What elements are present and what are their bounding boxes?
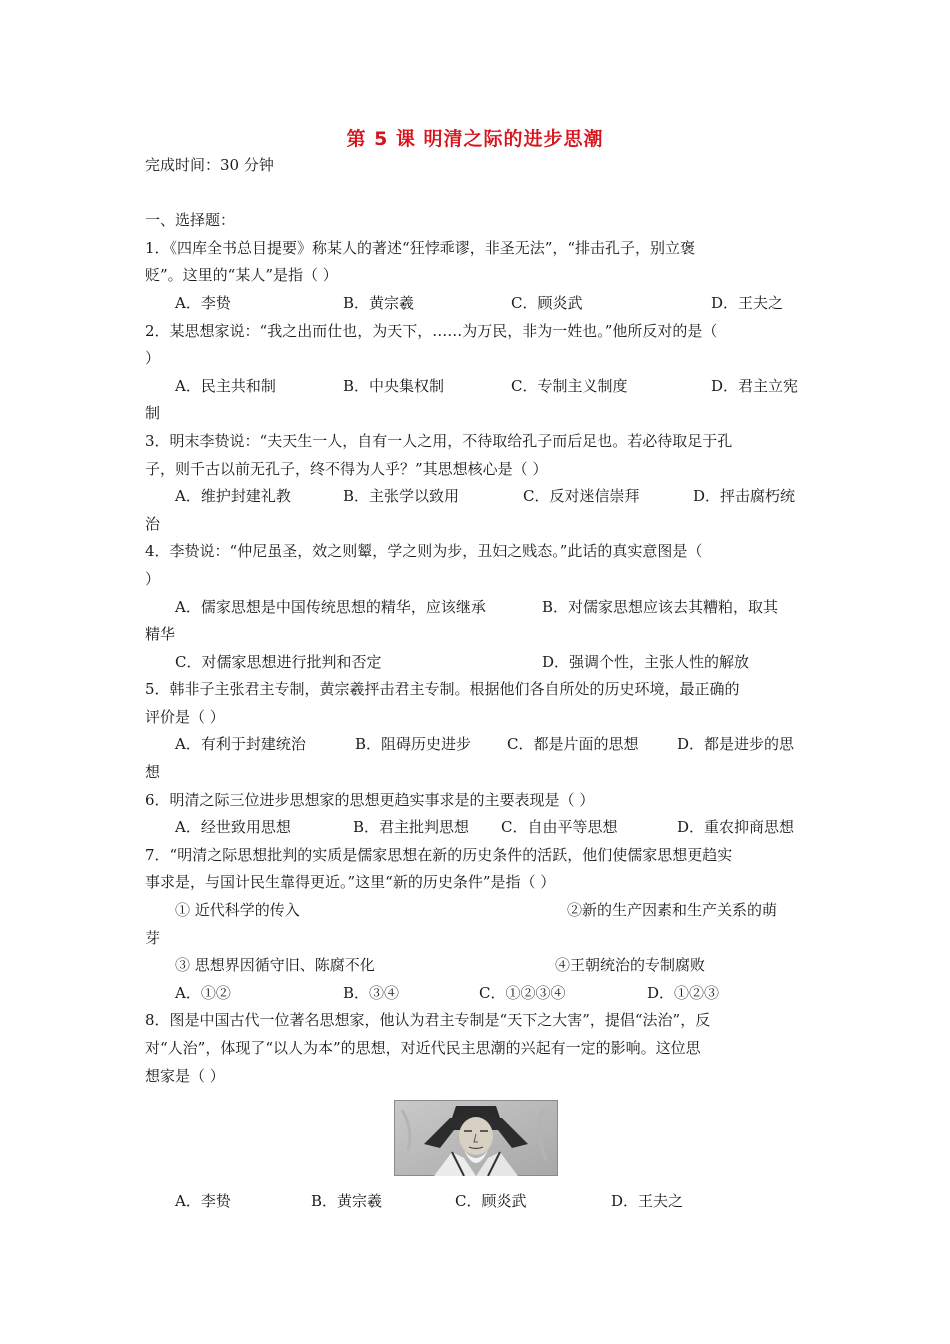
- question-1-options: [145, 290, 807, 318]
- question-3-line-1: 3．明末李贽说：“夫天生一人，自有一人之用，不待取给孔子而后足也。若必待取足于孔: [145, 431, 733, 450]
- question-7-item-continuation: 芽: [145, 928, 161, 947]
- option-b: B．对儒家思想应该去其糟粕，取其: [542, 597, 779, 616]
- option-a: A．①②: [175, 983, 231, 1002]
- option-d: D．重农抑商思想: [677, 818, 795, 837]
- option-d: D．①②③: [647, 983, 720, 1002]
- question-3-option-continuation: 治: [145, 514, 161, 533]
- item-2: ②新的生产因素和生产关系的萌: [567, 901, 778, 920]
- question-7-line-2: 事求是，与国计民生靠得更近。”这里“新的历史条件”是指（ ）: [145, 873, 556, 892]
- option-a: A．儒家思想是中国传统思想的精华，应该继承: [175, 597, 486, 616]
- question-4-options-cd: [145, 649, 807, 677]
- page-title: 第 5 课 明清之际的进步思潮: [346, 128, 604, 150]
- option-b: B．阻碍历史进步: [355, 735, 472, 754]
- option-a: A．民主共和制: [175, 376, 276, 395]
- option-a: A．李贽: [175, 1192, 231, 1211]
- question-7-options: [145, 980, 807, 1008]
- option-c: C．对儒家思想进行批判和否定: [175, 652, 382, 671]
- question-8-line-2: 对“人治”，体现了“以人为本”的思想，对近代民主思潮的兴起有一定的影响。这位思: [145, 1039, 701, 1057]
- question-6-line-1: 6．明清之际三位进步思想家的思想更趋实事求是的主要表现是（ ）: [145, 790, 595, 809]
- item-3: ③ 思想界因循守旧、陈腐不化: [175, 956, 375, 975]
- question-5-options: [145, 731, 807, 759]
- option-a: A．有利于封建统治: [175, 735, 306, 754]
- scholar-portrait-icon: [394, 1100, 558, 1176]
- section-heading: 一、选择题：: [145, 211, 236, 230]
- option-a: A．经世致用思想: [175, 818, 291, 837]
- option-b: B．中央集权制: [343, 376, 445, 395]
- question-2-line-2: ）: [145, 349, 161, 368]
- item-1: ① 近代科学的传入: [175, 901, 300, 920]
- question-3-line-2: 子，则千古以前无孔子，终不得为人乎？”其思想核心是（ ）: [145, 459, 548, 478]
- option-b: B．③④: [343, 983, 400, 1002]
- option-c: C．都是片面的思想: [507, 735, 639, 754]
- question-8-line-1: 8．图是中国古代一位著名思想家，他认为君主专制是“天下之大害”，提倡“法治”，反: [145, 1011, 711, 1030]
- question-7-items-34: [145, 952, 807, 980]
- question-1-line-2: 贬”。这里的“某人”是指（ ）: [145, 266, 338, 285]
- option-b: B．黄宗羲: [311, 1192, 383, 1211]
- option-a: A．维护封建礼教: [175, 487, 291, 506]
- option-b: B．主张学以致用: [343, 487, 460, 506]
- question-6-options: [145, 814, 807, 842]
- question-2-option-continuation: 制: [145, 404, 161, 423]
- option-c: C．专制主义制度: [511, 376, 628, 395]
- option-a: A．李贽: [175, 293, 231, 312]
- option-c: C．自由平等思想: [501, 818, 618, 837]
- option-d: D．王夫之: [711, 293, 784, 312]
- portrait-container: [145, 1090, 807, 1188]
- question-5-line-2: 评价是（ ）: [145, 707, 225, 726]
- option-b: B．黄宗羲: [343, 293, 415, 312]
- question-2-line-1: 2．某思想家说：“我之出而仕也，为天下，……为万民，非为一姓也。”他所反对的是（: [145, 321, 718, 340]
- option-d: D．强调个性，主张人性的解放: [542, 652, 750, 671]
- time-label: 完成时间：30 分钟: [145, 156, 274, 174]
- question-4-options-ab: [145, 594, 807, 622]
- question-8-options: [145, 1188, 807, 1216]
- question-3-options: [145, 483, 807, 511]
- question-7-items-12: [145, 897, 807, 925]
- option-c: C．①②③④: [479, 983, 566, 1002]
- question-5-line-1: 5．韩非子主张君主专制，黄宗羲抨击君主专制。根据他们各自所处的历史环境，最正确的: [145, 680, 740, 699]
- question-4-line-2: ）: [145, 569, 161, 588]
- option-b: B．君主批判思想: [353, 818, 470, 837]
- worksheet-content: [145, 152, 807, 1216]
- option-d: D．王夫之: [611, 1192, 684, 1211]
- question-2-options: [145, 373, 807, 401]
- question-4-option-continuation: 精华: [145, 625, 176, 644]
- question-7-line-1: 7．“明清之际思想批判的实质是儒家思想在新的历史条件的活跃，他们使儒家思想更趋实: [145, 845, 733, 864]
- item-4: ④王朝统治的专制腐败: [555, 956, 706, 975]
- option-d: D．都是进步的思: [677, 735, 795, 754]
- question-8-line-3: 想家是（ ）: [145, 1066, 225, 1085]
- option-d: D．抨击腐朽统: [693, 487, 796, 506]
- question-4-line-1: 4．李贽说：“仲尼虽圣，效之则颦，学之则为步，丑妇之贱态。”此话的真实意图是（: [145, 542, 703, 561]
- option-c: C．反对迷信崇拜: [523, 487, 640, 506]
- option-c: C．顾炎武: [511, 293, 583, 312]
- question-5-option-continuation: 想: [145, 763, 161, 782]
- option-d: D．君主立宪: [711, 376, 799, 395]
- option-c: C．顾炎武: [455, 1192, 527, 1211]
- question-1-line-1: 1．《四库全书总目提要》称某人的著述“狂悖乖谬，非圣无法”，“排击孔子，别立褒: [145, 238, 696, 257]
